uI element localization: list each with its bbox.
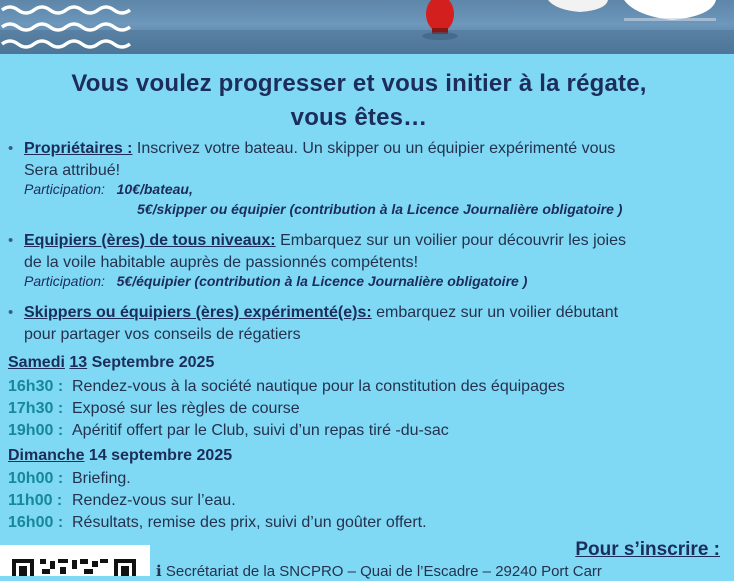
event-time: 19h00 : (8, 422, 64, 439)
event-desc: Rendez-vous sur l’eau. (72, 492, 236, 509)
schedule-item (8, 492, 236, 510)
event-time: 17h30 : (8, 400, 64, 417)
event-time: 16h00 : (8, 514, 64, 531)
event-desc: Apéritif offert par le Club, suivi d’un repas tiré -du-sac (72, 422, 449, 439)
category-owners-text-2: Sera attribué! (24, 162, 121, 179)
inscription-heading: Pour s’inscrire : (575, 539, 720, 560)
category-experienced-text: embarquez sur un voilier débutant (371, 304, 619, 321)
participation-fee-boat: 10€/bateau, (116, 181, 193, 197)
category-crew-text-2: de la voile habitable auprès de passionnés compétents! (24, 254, 419, 271)
category-crew-heading: Equipiers (ères) de tous niveaux: (24, 232, 276, 249)
participation-fee-skipper: 5€/skipper ou équipier (contribution à la Licence Journalière obligatoire ) (137, 201, 623, 217)
footer-address (156, 562, 602, 580)
sunday-date: 14 septembre 2025 (84, 447, 233, 464)
bullet-1: • (8, 140, 14, 157)
saturday-date: Septembre 2025 (87, 354, 215, 371)
category-crew-text: Embarquez sur un voilier pour découvrir les joies (275, 232, 627, 249)
sunday-heading (8, 447, 232, 465)
category-experienced (24, 302, 714, 346)
saturday-num: 13 (69, 354, 88, 371)
category-owners-text: Inscrivez votre bateau. Un skipper ou un équipier expérimenté vous (132, 140, 616, 157)
header-photo (0, 0, 734, 54)
sunday-day: Dimanche (8, 447, 85, 464)
event-time: 11h00 : (8, 492, 63, 509)
saturday-heading (8, 354, 214, 372)
category-owners-heading: Propriétaires : (24, 140, 133, 157)
participation-label: Participation: (24, 181, 105, 197)
crew-participation (24, 273, 527, 289)
category-experienced-text-2: pour partager vos conseils de régatiers (24, 326, 301, 343)
schedule-item (8, 514, 427, 532)
qr-code-graphic (0, 545, 150, 576)
info-icon: ℹ (156, 563, 162, 580)
category-crew (24, 230, 714, 274)
schedule-item (8, 470, 131, 488)
schedule-item (8, 400, 300, 418)
bullet-3: • (8, 304, 14, 321)
saturday-day: Samedi (8, 354, 65, 371)
schedule-item (8, 422, 449, 440)
event-desc: Rendez-vous à la société nautique pour la constitution des équipages (72, 378, 565, 395)
header-photo-graphic (0, 0, 734, 54)
participation-fee-crew: 5€/équipier (contribution à la Licence Journalière obligatoire ) (116, 273, 528, 289)
event-time: 16h30 : (8, 378, 64, 395)
bullet-2: • (8, 232, 14, 249)
event-time: 10h00 : (8, 470, 64, 487)
participation-label: Participation: (24, 273, 105, 289)
category-experienced-heading: Skippers ou équipiers (ères) expérimenté(e)s: (24, 304, 372, 321)
event-desc: Résultats, remise des prix, suivi d’un goûter offert. (72, 514, 427, 531)
category-owners (24, 138, 714, 182)
qr-code[interactable] (0, 545, 150, 576)
event-desc: Briefing. (72, 470, 131, 487)
event-desc: Exposé sur les règles de course (72, 400, 300, 417)
title-line-2: vous êtes… (290, 104, 428, 131)
title-line-1: Vous voulez progresser et vous initier à la régate, (71, 70, 647, 97)
footer-address-text: Secrétariat de la SNCPRO – Quai de l’Escadre – 29240 Port Carr (165, 563, 602, 580)
owners-participation (24, 181, 193, 197)
schedule-item (8, 378, 565, 396)
